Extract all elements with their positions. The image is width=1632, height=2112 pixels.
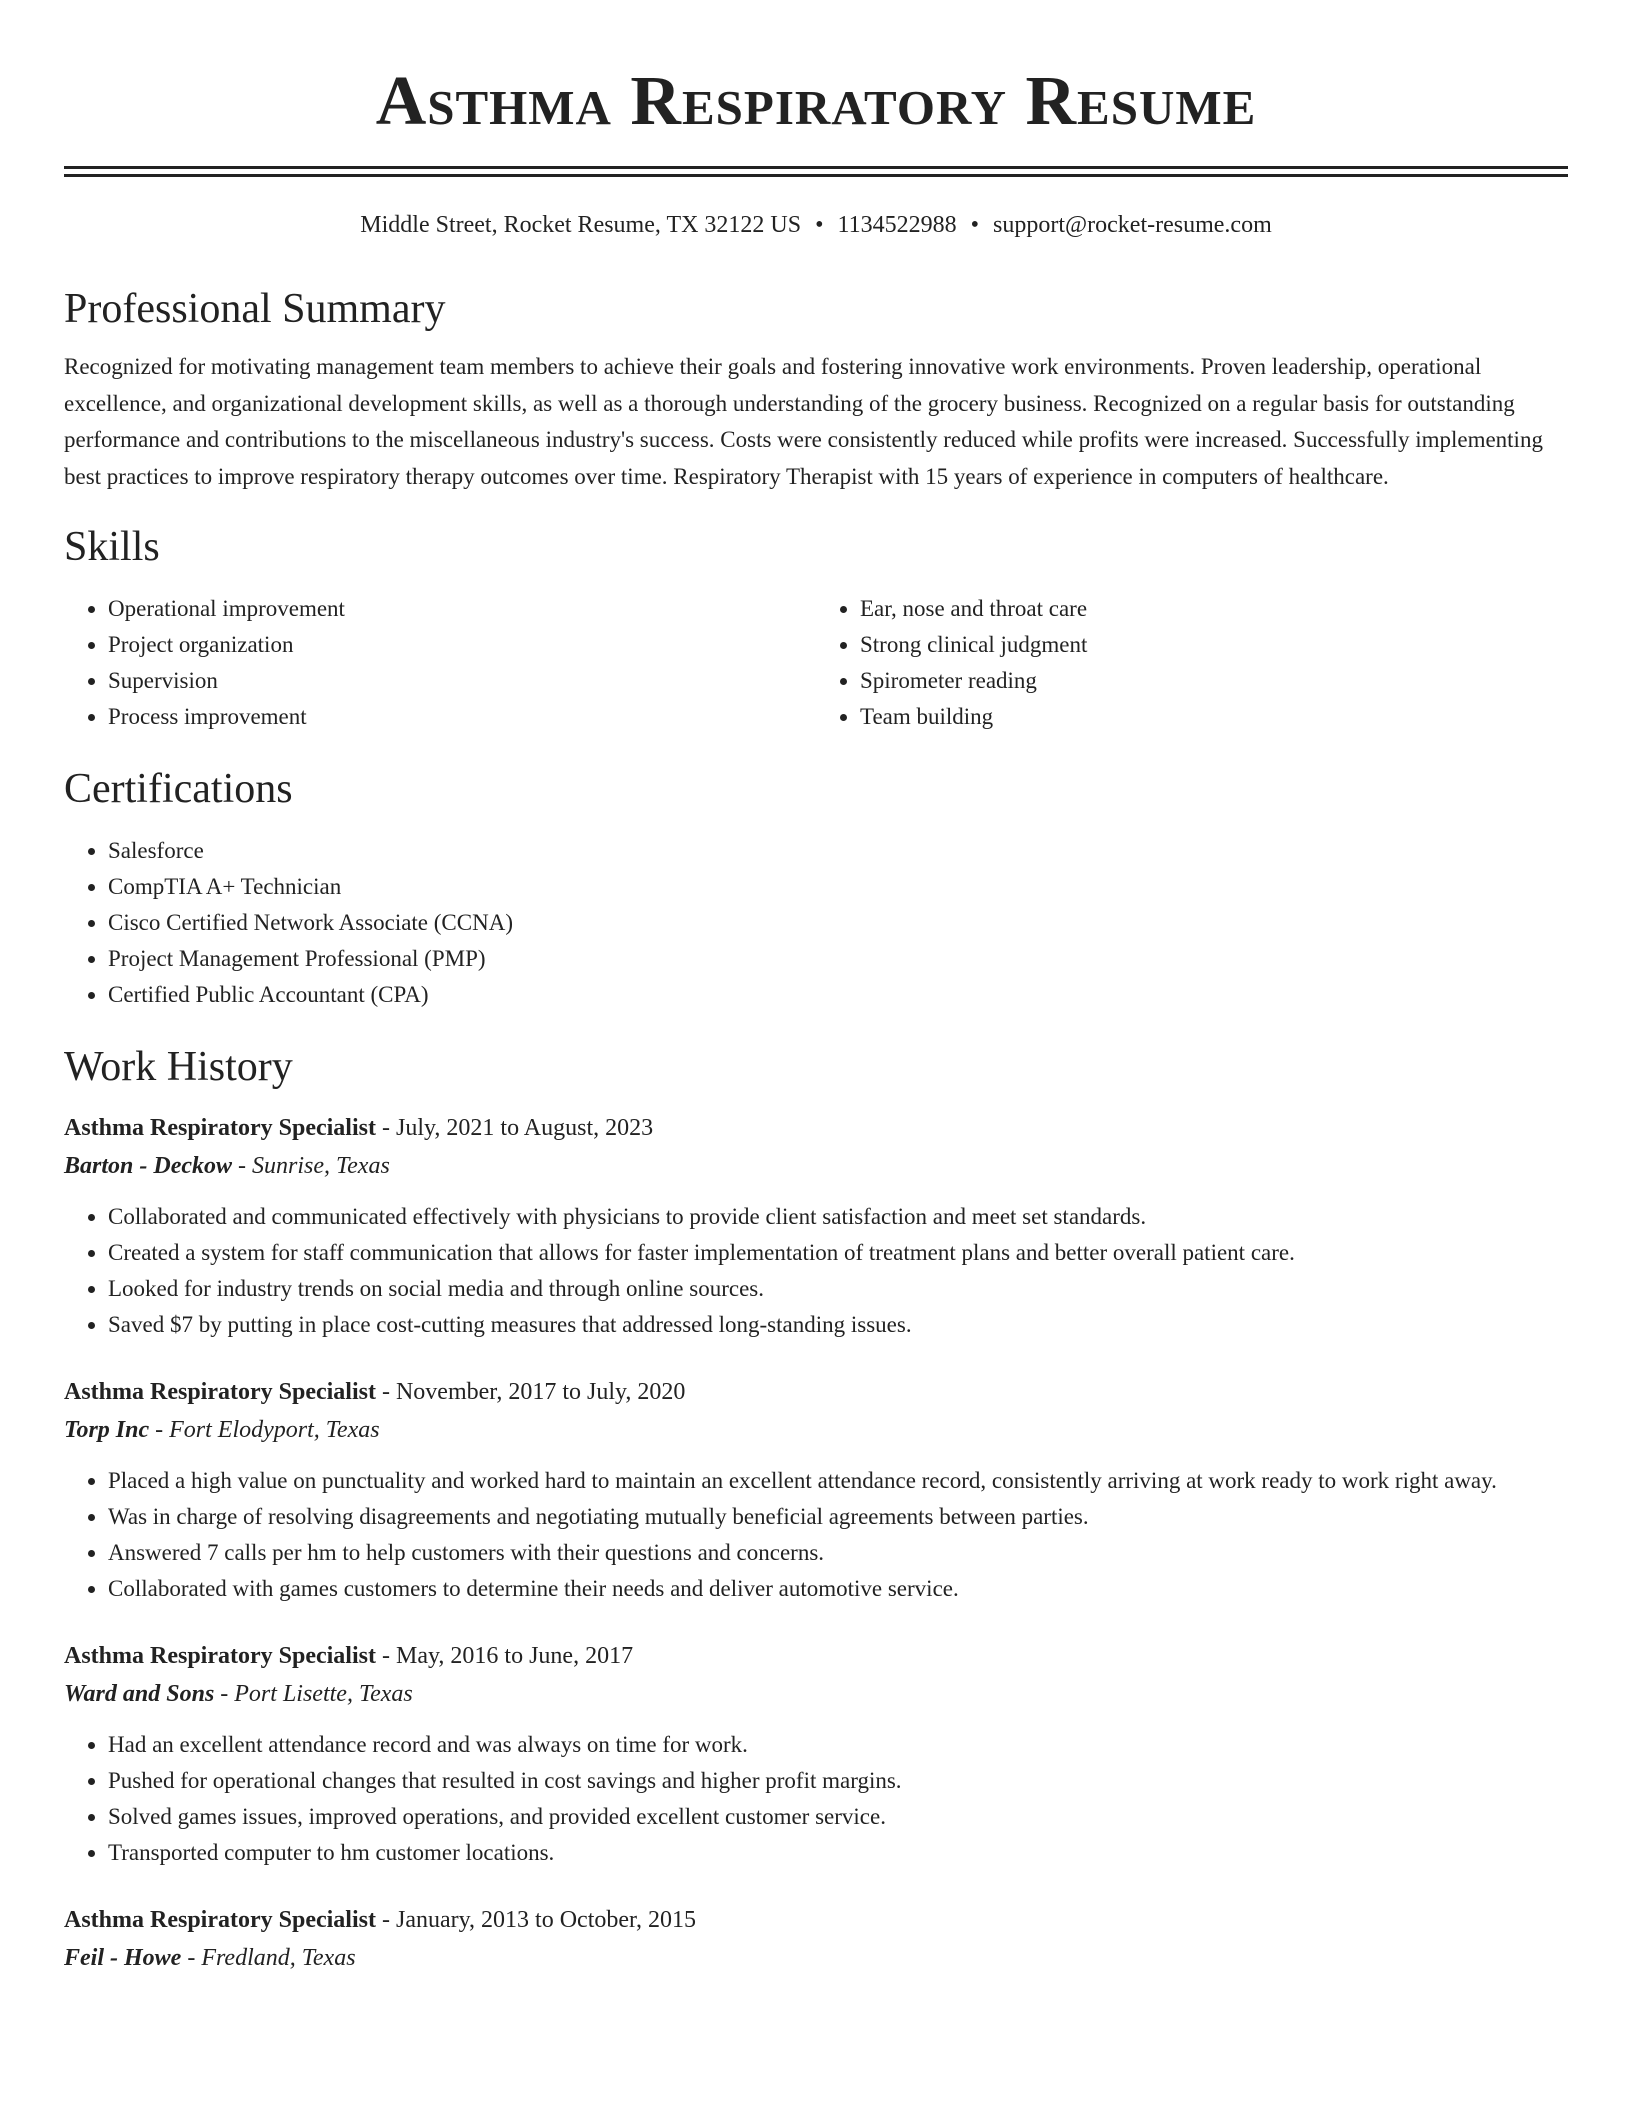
job-bullets [64, 1199, 1568, 1343]
job-location: - Port Lisette, Texas [214, 1681, 413, 1707]
certification-item: • CompTIA A+ Technician [108, 869, 1568, 905]
job-bullet: • Was in charge of resolving disagreements and negotiating mutually beneficial agreements between parties. [108, 1499, 1568, 1535]
job-company-line [64, 1675, 1568, 1713]
job-entry [64, 1637, 1568, 1871]
job-header [64, 1637, 1568, 1675]
skills-grid [64, 591, 1568, 735]
certification-item: • Project Management Professional (PMP) [108, 941, 1568, 977]
resume-content [64, 0, 1568, 1977]
job-dates: - November, 2017 to July, 2020 [375, 1379, 686, 1405]
certification-item: • Salesforce [108, 833, 1568, 869]
job-company: Feil - Howe [64, 1945, 182, 1971]
skill-item: • Supervision [108, 663, 816, 699]
skill-item: • Operational improvement [108, 591, 816, 627]
job-bullet: • Answered 7 calls per hm to help customers with their questions and concerns. [108, 1535, 1568, 1571]
job-entry [64, 1109, 1568, 1343]
summary-heading: Professional Summary [64, 286, 446, 332]
job-location: - Sunrise, Texas [232, 1153, 390, 1179]
job-bullet: • Saved $7 by putting in place cost-cutting measures that addressed long-standing issues. [108, 1307, 1568, 1343]
contact-separator: • [815, 212, 824, 238]
job-company: Ward and Sons [64, 1681, 215, 1707]
skills-heading: Skills [64, 524, 160, 570]
job-dates: - January, 2013 to October, 2015 [375, 1907, 697, 1933]
job-company-line [64, 1939, 1568, 1977]
job-bullet: • Solved games issues, improved operations, and provided excellent customer service. [108, 1799, 1568, 1835]
certification-item: • Certified Public Accountant (CPA) [108, 977, 1568, 1013]
job-title: Asthma Respiratory Specialist [64, 1115, 376, 1141]
job-header [64, 1901, 1568, 1939]
skill-item: • Process improvement [108, 699, 816, 735]
skill-item: • Project organization [108, 627, 816, 663]
job-dates: - May, 2016 to June, 2017 [375, 1643, 634, 1669]
job-bullet: • Had an excellent attendance record and was always on time for work. [108, 1727, 1568, 1763]
job-location: - Fredland, Texas [181, 1945, 356, 1971]
job-entry [64, 1901, 1568, 1977]
certifications-list [64, 833, 1568, 1013]
job-title: Asthma Respiratory Specialist [64, 1379, 376, 1405]
job-bullet: • Collaborated with games customers to determine their needs and deliver automotive service. [108, 1571, 1568, 1607]
skills-list-left [64, 591, 816, 735]
job-bullet: • Looked for industry trends on social media and through online sources. [108, 1271, 1568, 1307]
contact-phone: 1134522988 [837, 212, 957, 238]
work-history-heading: Work History [64, 1044, 293, 1090]
title-divider [64, 166, 1568, 177]
job-header [64, 1109, 1568, 1147]
job-title: Asthma Respiratory Specialist [64, 1907, 376, 1933]
job-company-line [64, 1411, 1568, 1449]
skill-item: • Spirometer reading [860, 663, 1568, 699]
job-location: - Fort Elodyport, Texas [149, 1417, 380, 1443]
job-bullets [64, 1727, 1568, 1871]
job-header [64, 1373, 1568, 1411]
job-bullet: • Created a system for staff communication that allows for faster implementation of treatment plans and better overall patient care. [108, 1235, 1568, 1271]
job-company: Torp Inc [64, 1417, 150, 1443]
summary-text: Recognized for motivating management team members to achieve their goals and fostering innovative work environments. Proven leadership, operational excellence, and organizational development skills, as well as a thorough understanding of the grocery business. Recognized on a regular basis for outstanding performance and contributions to the miscellaneous industry's success. Costs were consistently reduced while profits were increased. Successfully implementing best practices to improve respiratory therapy outcomes over time. Respiratory Therapist with 15 years of experience in computers of healthcare. [64, 354, 1543, 489]
job-bullets [64, 1463, 1568, 1607]
job-title: Asthma Respiratory Specialist [64, 1643, 376, 1669]
resume-title: Asthma Respiratory Resume [375, 63, 1257, 140]
job-bullet: • Placed a high value on punctuality and worked hard to maintain an excellent attendance record, consistently arriving at work ready to work right away. [108, 1463, 1568, 1499]
job-bullet: • Collaborated and communicated effectively with physicians to provide client satisfaction and meet set standards. [108, 1199, 1568, 1235]
contact-address: Middle Street, Rocket Resume, TX 32122 US [360, 212, 802, 238]
job-company-line [64, 1147, 1568, 1185]
skill-item: • Strong clinical judgment [860, 627, 1568, 663]
skill-item: • Team building [860, 699, 1568, 735]
job-bullet: • Transported computer to hm customer locations. [108, 1835, 1568, 1871]
job-bullet: • Pushed for operational changes that resulted in cost savings and higher profit margins. [108, 1763, 1568, 1799]
contact-separator: • [970, 212, 980, 238]
contact-email: support@rocket-resume.com [993, 212, 1272, 238]
contact-line [64, 209, 1568, 241]
job-entry [64, 1373, 1568, 1607]
certification-item: • Cisco Certified Network Associate (CCNA) [108, 905, 1568, 941]
skills-list-right [816, 591, 1568, 735]
job-dates: - July, 2021 to August, 2023 [375, 1115, 654, 1141]
job-company: Barton - Deckow [64, 1153, 232, 1179]
certifications-heading: Certifications [64, 766, 293, 812]
skill-item: • Ear, nose and throat care [860, 591, 1568, 627]
